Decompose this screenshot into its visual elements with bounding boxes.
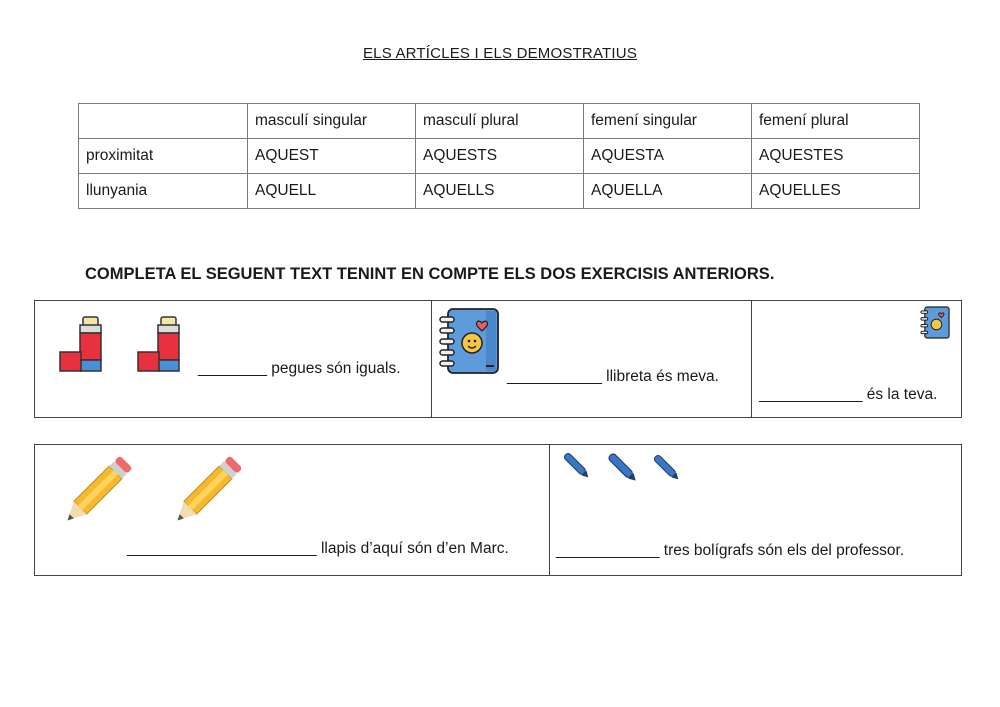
exercise-notebook: [431, 301, 751, 417]
notebook-icon: [919, 306, 951, 340]
row-label: llunyania: [79, 174, 248, 209]
exercise-box-1: [34, 300, 962, 418]
sentence-text: llibreta és meva.: [601, 368, 719, 385]
answer-blank[interactable]: ___________: [507, 368, 602, 385]
answer-blank[interactable]: ________: [198, 360, 267, 377]
sentence-text: tres bolígrafs són els del professor.: [659, 542, 905, 559]
table-row: [79, 174, 920, 209]
row-label: proximitat: [79, 139, 248, 174]
exercise-sentence: [127, 540, 509, 558]
table-header-row: [79, 104, 920, 139]
table-cell: AQUELLES: [752, 174, 920, 209]
table-row: [79, 139, 920, 174]
table-cell: AQUESTES: [752, 139, 920, 174]
exercise-sentence: [556, 542, 904, 560]
exercise-sentence: [507, 368, 719, 386]
table-cell: AQUESTA: [584, 139, 752, 174]
table-cell: AQUELLA: [584, 174, 752, 209]
notebook-icon: [436, 307, 502, 377]
sentence-text: pegues són iguals.: [266, 360, 401, 377]
instruction-heading: COMPLETA EL SEGUENT TEXT TENINT EN COMPTE ELS DOS EXERCISIS ANTERIORS.: [85, 265, 775, 283]
exercise-pens: [549, 445, 963, 575]
pen-icon: [650, 451, 684, 485]
sentence-text: llapis d’aquí són d’en Marc.: [316, 540, 509, 557]
glue-stick-icon: [135, 315, 193, 373]
glue-stick-icon: [57, 315, 115, 373]
table-cell: AQUELL: [248, 174, 416, 209]
exercise-glue: [35, 301, 431, 417]
page-title: ELS ARTÍCLES I ELS DEMOSTRATIUS: [362, 45, 638, 62]
table-cell: AQUESTS: [416, 139, 584, 174]
answer-blank[interactable]: ____________: [759, 386, 863, 403]
exercise-notebook-small: [751, 301, 963, 417]
sentence-text: és la teva.: [862, 386, 938, 403]
demonstratives-table: [78, 103, 920, 209]
pen-icon: [604, 449, 642, 487]
exercise-sentence: [759, 386, 937, 404]
answer-blank[interactable]: ____________: [556, 542, 660, 559]
table-header-cell: masculí singular: [248, 104, 416, 139]
pencil-icon: [59, 451, 141, 525]
table-header-cell: [79, 104, 248, 139]
exercise-pencils: [35, 445, 549, 575]
table-header-cell: femení singular: [584, 104, 752, 139]
table-cell: AQUEST: [248, 139, 416, 174]
table-header-cell: masculí plural: [416, 104, 584, 139]
pencil-icon: [169, 451, 251, 525]
answer-blank[interactable]: ______________________: [127, 540, 317, 557]
pen-icon: [560, 449, 594, 483]
exercise-sentence: [198, 360, 401, 378]
table-cell: AQUELLS: [416, 174, 584, 209]
exercise-box-2: [34, 444, 962, 576]
table-header-cell: femení plural: [752, 104, 920, 139]
